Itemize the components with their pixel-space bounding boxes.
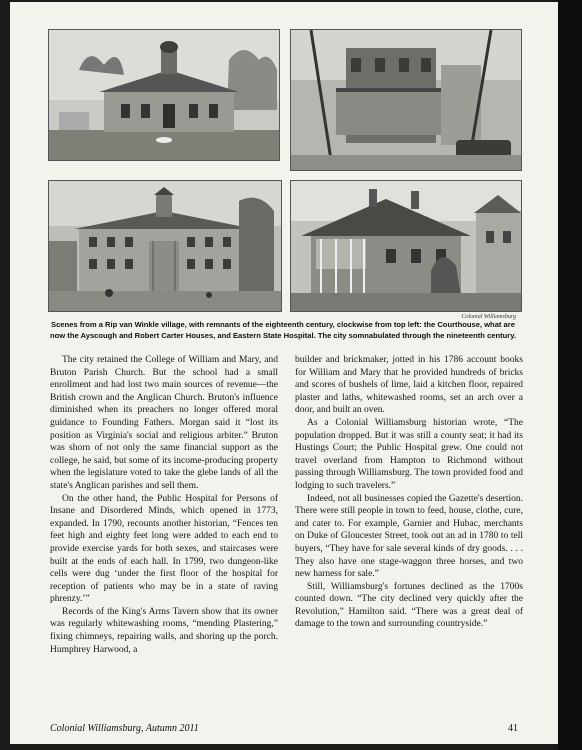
publication-footer: Colonial Williamsburg, Autumn 2011 (50, 723, 199, 734)
left-paragraph-3: Records of the King's Arms Tavern show that its owner was regularly whitewashing rooms, “mending Plastering,” fixing chimneys, repairing walls, and shoring up the porch. Humphrey Harwood, a (50, 606, 278, 655)
ayscough-house-photo (290, 29, 522, 171)
right-paragraph-2: As a Colonial Williamsburg historian wrote, “The population dropped. But it was still a county seat; it had its Hustings Court; the Public Hospital grew. One could not travel overland from Hampton to Richmond without passing through Williamsburg. The town provided food and lodging to such travelers.” (295, 417, 523, 491)
right-paragraph-4: Still, Williamsburg's fortunes declined as the 1700s counted down. “The city declined very quickly after the Revolution,” Hamilton said. “There was a great deal of damage to the town and surrounding countryside.” (295, 581, 523, 630)
courthouse-photo (48, 29, 280, 161)
right-column (295, 354, 523, 631)
magazine-page (10, 2, 558, 744)
robert-carter-house-photo (290, 180, 522, 312)
photo-credit: Colonial Williamsburg (461, 314, 516, 320)
page-edge (558, 0, 582, 750)
right-paragraph-1: builder and brickmaker, jotted in his 1786 account books for William and Mary that he provided hundreds of bricks and scores of bushels of lime, laid a kitchen floor, repaired plaster and laths, whitewashed rooms, set an arch over a door, and built an oven. (295, 355, 523, 416)
photo-caption: Scenes from a Rip van Winkle village, with remnants of the eighteenth century, clockwise from top left: the Courthouse, what are now the Ayscough and Robert Carter Houses, and Eastern State Hospital. The city somnabulated through the nineteenth century. (50, 320, 516, 340)
left-column (50, 354, 278, 656)
left-paragraph-2: On the other hand, the Public Hospital for Persons of Insane and Disordered Minds, which opened in 1773, expanded. In 1790, recounts another historian, “Fences ten feet high and eighty feet long were added to each end to provide exercise yards for both sexes, and staircases were built at the ends of each hall. In 1799, two dungeon-like cells were dug ‘under the first floor of the hospital for reception of patients who may be in a state of raving phrenzy.’” (50, 493, 278, 605)
left-paragraph-1: The city retained the College of William and Mary, and Bruton Parish Church. But the school had a small enrollment and had lost two main sources of revenue—the British crown and the Anglican Church. Bruton's influence diminished when its preachers no longer offered moral guidance to Founding Fathers. Morgan said it “lost its position as Virginia's social and religious arbiter.” Bruton was shorn of not only the same financial support as the college, he said, but some of its income-producing property when the legislature voted to take the glebe lands of all the state's Anglican parishes and sell them. (50, 355, 278, 491)
right-paragraph-3: Indeed, not all businesses copied the Gazette's desertion. There were still people in town to feed, house, clothe, cure, and cater to. For example, Garnier and Hubac, merchants on Duke of Gloucester Street, took out an ad in 1780 to tell buyers, “They have for sale several kinds of dry goods. . . . They also have one stage-waggon three horses, and two new harness for sale.” (295, 493, 523, 580)
eastern-state-hospital-photo (48, 180, 282, 312)
page-number: 41 (508, 723, 518, 734)
